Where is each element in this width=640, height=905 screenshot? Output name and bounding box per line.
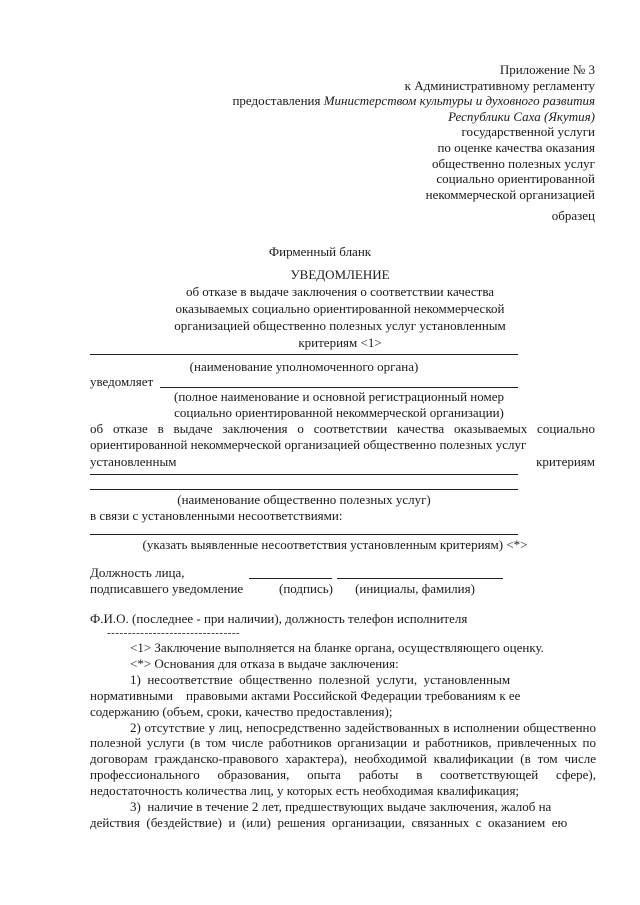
organization-caption-1: (полное наименование и основной регистрационный номер xyxy=(173,389,505,404)
header-line: Республики Саха (Якутия) xyxy=(448,108,595,124)
refusal-last-left: установленным xyxy=(90,453,177,469)
footnote-item-1-first: 1) несоответствие общественно полезной услуги, установленным xyxy=(130,671,511,687)
authority-field-line xyxy=(90,354,518,355)
footnotes-block xyxy=(90,640,596,831)
organization-caption-2: социально ориентированной некоммерческой организации) xyxy=(174,405,504,420)
executor-line: Ф.И.О. (последнее - при наличии), должность телефон исполнителя xyxy=(90,611,468,626)
letterhead-label: Фирменный бланк xyxy=(268,244,372,259)
organization-field-line xyxy=(160,387,518,388)
title-main: УВЕДОМЛЕНИЕ xyxy=(290,267,390,282)
header-line: государственной услуги xyxy=(461,124,595,140)
footnote-item-1-third: содержанию (объем, сроки, качество предоставления); xyxy=(90,703,393,719)
footnote-item-2: 2) отсутствие у лиц, непосредственно задействованных в исполнении общественно полезной услуги (в том числе работников организации и работников, привлеченных по договорам гражданско-правового характера), необходимой квалификации (в том числе профессионального образования, опыта работы в соответствующей сфере), недостаточность количества лиц, у которых есть необходимая квалификация; xyxy=(90,719,596,799)
signature-field-line xyxy=(249,578,332,579)
header-line: социально ориентированной xyxy=(436,171,595,187)
refusal-last-line xyxy=(90,454,595,470)
header-line: некоммерческой организацией xyxy=(425,186,595,202)
signature-caption: (подпись) xyxy=(279,581,333,596)
services-field-line-1 xyxy=(90,474,518,475)
footnote-item-3-first: 3) наличие в течение 2 лет, предшествующих выдаче заключения, жалоб на xyxy=(130,799,552,815)
initials-field-line xyxy=(337,578,503,579)
header-line: Приложение № 3 xyxy=(499,62,595,77)
document-title xyxy=(150,266,530,351)
header-line: общественно полезных услуг xyxy=(431,155,595,171)
inconsistency-label: в связи с установленными несоответствиями: xyxy=(90,508,343,523)
footnote-item-1-second: нормативными правовыми актами Российской Федерации требованиям к ее xyxy=(90,687,521,703)
footnote-2: <*> Основания для отказа в выдаче заключения: xyxy=(130,655,399,671)
header-line: по оценке качества оказания xyxy=(437,139,595,155)
footnote-1: <1> Заключение выполняется на бланке органа, осуществляющего оценку. xyxy=(130,640,544,655)
notifies-label: уведомляет xyxy=(90,374,154,389)
position-label-1: Должность лица, xyxy=(90,565,185,580)
title-sub: об отказе в выдаче заключения о соответствии качества оказываемых социально ориентированной некоммерческой организацией общественно полезных услуг установленным критериям <1> xyxy=(174,284,506,350)
position-label-2: подписавшего уведомление xyxy=(90,581,244,596)
inconsistency-field-line xyxy=(90,534,518,535)
services-field-line-2 xyxy=(90,489,518,490)
services-caption: (наименование общественно полезных услуг) xyxy=(177,492,431,507)
authority-caption: (наименование уполномоченного органа) xyxy=(189,359,419,374)
footnote-item-3-second: действия (бездействие) и (или) решения организации, связанных с оказанием ею xyxy=(90,814,568,830)
refusal-last-right: критериям xyxy=(536,453,595,469)
header-line: предоставления Министерством культуры и духовного развития xyxy=(232,93,595,109)
header-line: к Административному регламенту xyxy=(404,77,595,93)
refusal-paragraph xyxy=(90,421,595,470)
sample-label: образец xyxy=(551,208,595,223)
refusal-text: об отказе в выдаче заключения о соответствии качества оказываемых социально ориентированной некоммерческой организацией общественно полезных услуг xyxy=(90,421,595,453)
inconsistency-caption: (указать выявленные несоответствия установленным критериям) <*> xyxy=(142,537,528,552)
footnote-separator: -------------------------------- xyxy=(107,627,241,639)
initials-caption: (инициалы, фамилия) xyxy=(355,581,475,596)
appendix-header xyxy=(232,62,595,202)
